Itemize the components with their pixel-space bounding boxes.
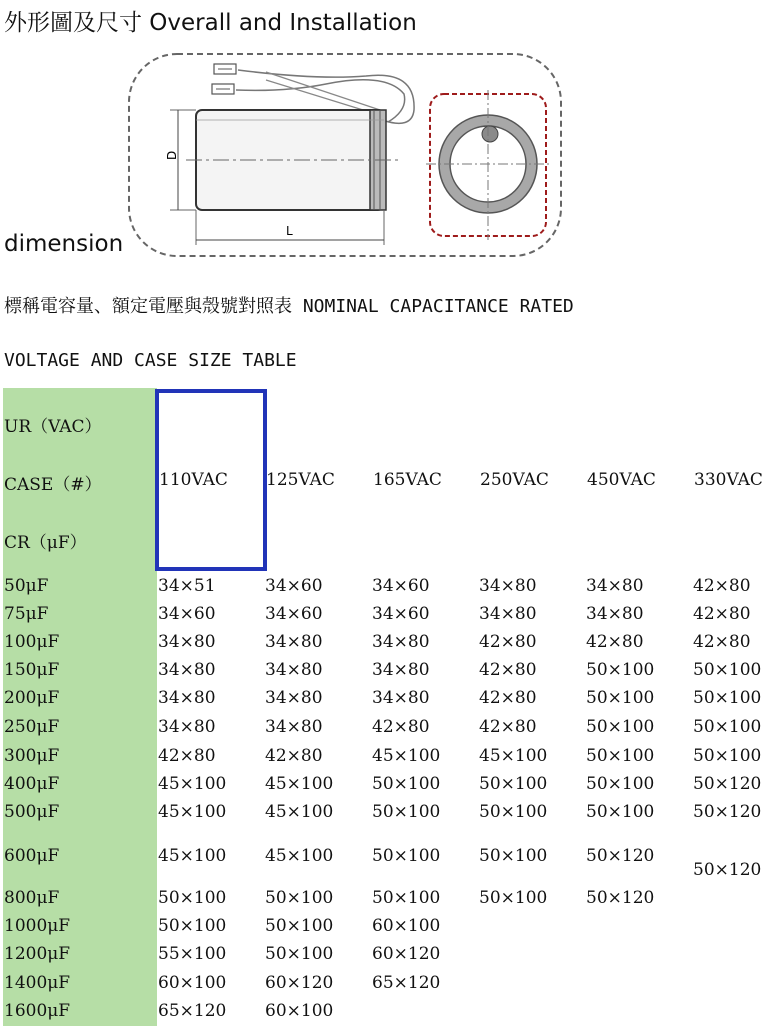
capacitance-label: 200μF xyxy=(4,688,60,708)
capacitance-label: 800μF xyxy=(4,888,60,908)
case-size-cell: 42×80 xyxy=(479,660,537,680)
capacitance-label: 250μF xyxy=(4,717,60,737)
capacitance-label: 300μF xyxy=(4,746,60,766)
case-size-cell: 50×100 xyxy=(479,774,548,794)
terminal-connector-icon xyxy=(214,64,236,74)
capacitance-label: 75μF xyxy=(4,604,49,624)
case-size-cell: 50×100 xyxy=(372,774,441,794)
case-size-cell: 50×100 xyxy=(586,746,655,766)
case-size-cell: 50×120 xyxy=(586,846,655,866)
case-size-cell: 45×100 xyxy=(265,774,334,794)
case-size-cell: 50×100 xyxy=(586,774,655,794)
case-size-cell: 50×100 xyxy=(586,660,655,680)
capacitance-label: 1200μF xyxy=(4,944,71,964)
header-label-case: CASE（#） xyxy=(4,475,102,495)
case-size-cell: 60×120 xyxy=(265,973,334,993)
case-size-cell: 42×80 xyxy=(479,717,537,737)
case-size-cell: 34×60 xyxy=(158,604,216,624)
case-size-cell: 50×100 xyxy=(479,846,548,866)
case-size-cell: 34×80 xyxy=(265,632,323,652)
case-size-cell: 34×80 xyxy=(372,688,430,708)
voltage-header-110: 110VAC xyxy=(159,470,228,490)
case-size-cell: 34×60 xyxy=(372,576,430,596)
case-size-cell: 45×100 xyxy=(479,746,548,766)
voltage-header-330: 330VAC xyxy=(694,470,763,490)
section-heading-continuation: dimension xyxy=(4,231,124,257)
header-label-ur: UR（VAC） xyxy=(4,417,102,437)
case-size-cell: 34×80 xyxy=(479,576,537,596)
case-size-cell: 34×80 xyxy=(372,632,430,652)
case-size-cell: 65×120 xyxy=(158,1001,227,1021)
case-size-cell: 45×100 xyxy=(265,802,334,822)
case-size-cell: 42×80 xyxy=(372,717,430,737)
case-size-cell: 45×100 xyxy=(158,802,227,822)
case-size-cell: 34×60 xyxy=(372,604,430,624)
case-size-cell: 34×80 xyxy=(158,660,216,680)
case-size-cell: 34×80 xyxy=(265,688,323,708)
case-size-cell: 34×60 xyxy=(265,576,323,596)
voltage-header-125: 125VAC xyxy=(266,470,335,490)
capacitance-label: 600μF xyxy=(4,846,60,866)
terminal-connector-icon xyxy=(212,84,234,94)
voltage-header-165: 165VAC xyxy=(373,470,442,490)
case-size-cell: 50×100 xyxy=(693,746,762,766)
case-size-cell: 50×100 xyxy=(586,717,655,737)
case-size-cell: 50×100 xyxy=(586,802,655,822)
case-size-cell: 50×100 xyxy=(586,688,655,708)
case-size-cell: 50×100 xyxy=(158,888,227,908)
case-size-cell: 45×100 xyxy=(158,774,227,794)
case-size-cell: 34×60 xyxy=(265,604,323,624)
end-view-terminal-dot xyxy=(482,126,498,142)
case-size-cell: 50×100 xyxy=(265,916,334,936)
case-size-cell: 42×80 xyxy=(586,632,644,652)
header-label-cr: CR（μF） xyxy=(4,533,87,553)
capacitance-label: 500μF xyxy=(4,802,60,822)
case-size-cell: 34×80 xyxy=(158,688,216,708)
case-size-cell: 45×100 xyxy=(158,846,227,866)
capacitance-label: 1400μF xyxy=(4,973,71,993)
case-size-cell: 50×100 xyxy=(372,802,441,822)
case-size-cell: 50×120 xyxy=(693,774,762,794)
capacitor-outline-diagram xyxy=(126,50,566,262)
case-size-cell: 42×80 xyxy=(693,604,751,624)
case-size-cell: 42×80 xyxy=(158,746,216,766)
case-size-cell: 60×100 xyxy=(265,1001,334,1021)
case-size-cell: 50×100 xyxy=(372,846,441,866)
case-size-cell: 60×120 xyxy=(372,944,441,964)
case-size-cell: 34×80 xyxy=(586,576,644,596)
case-size-cell: 50×120 xyxy=(693,802,762,822)
case-size-cell: 34×80 xyxy=(265,717,323,737)
case-size-cell: 42×80 xyxy=(265,746,323,766)
capacitance-label: 1600μF xyxy=(4,1001,71,1021)
case-size-cell: 50×100 xyxy=(158,916,227,936)
case-size-cell: 50×100 xyxy=(479,888,548,908)
table-title: 標稱電容量、額定電壓與殼號對照表 NOMINAL CAPACITANCE RATED xyxy=(4,296,574,317)
case-size-cell: 42×80 xyxy=(479,688,537,708)
case-size-cell: 34×80 xyxy=(158,632,216,652)
selected-cell-highlight xyxy=(155,389,267,571)
case-size-cell: 65×120 xyxy=(372,973,441,993)
case-size-cell: 50×100 xyxy=(372,888,441,908)
case-size-cell: 50×100 xyxy=(693,660,762,680)
case-size-cell: 34×80 xyxy=(479,604,537,624)
dimension-label-l: L xyxy=(286,224,293,238)
case-size-cell: 50×100 xyxy=(479,802,548,822)
case-size-cell: 34×80 xyxy=(372,660,430,680)
voltage-header-250: 250VAC xyxy=(480,470,549,490)
section-heading: 外形圖及尺寸 Overall and Installation xyxy=(4,10,417,36)
capacitance-label: 100μF xyxy=(4,632,60,652)
capacitance-label: 1000μF xyxy=(4,916,71,936)
case-size-cell: 50×100 xyxy=(693,717,762,737)
case-size-cell: 34×80 xyxy=(586,604,644,624)
case-size-cell: 50×100 xyxy=(265,944,334,964)
case-size-cell: 34×51 xyxy=(158,576,216,596)
case-size-cell: 34×80 xyxy=(158,717,216,737)
case-size-cell: 55×100 xyxy=(158,944,227,964)
voltage-header-450: 450VAC xyxy=(587,470,656,490)
case-size-cell: 45×100 xyxy=(372,746,441,766)
case-size-cell: 50×120 xyxy=(693,860,762,880)
case-size-cell: 45×100 xyxy=(265,846,334,866)
table-title-continuation: VOLTAGE AND CASE SIZE TABLE xyxy=(4,350,297,371)
case-size-cell: 50×100 xyxy=(265,888,334,908)
case-size-cell: 50×120 xyxy=(586,888,655,908)
capacitance-label: 150μF xyxy=(4,660,60,680)
case-size-cell: 50×100 xyxy=(693,688,762,708)
dimension-label-d: D xyxy=(165,150,179,160)
case-size-cell: 42×80 xyxy=(693,632,751,652)
capacitance-label: 400μF xyxy=(4,774,60,794)
case-size-cell: 42×80 xyxy=(693,576,751,596)
case-size-cell: 60×100 xyxy=(372,916,441,936)
case-size-cell: 34×80 xyxy=(265,660,323,680)
case-size-cell: 42×80 xyxy=(479,632,537,652)
capacitance-label: 50μF xyxy=(4,576,49,596)
case-size-cell: 60×100 xyxy=(158,973,227,993)
